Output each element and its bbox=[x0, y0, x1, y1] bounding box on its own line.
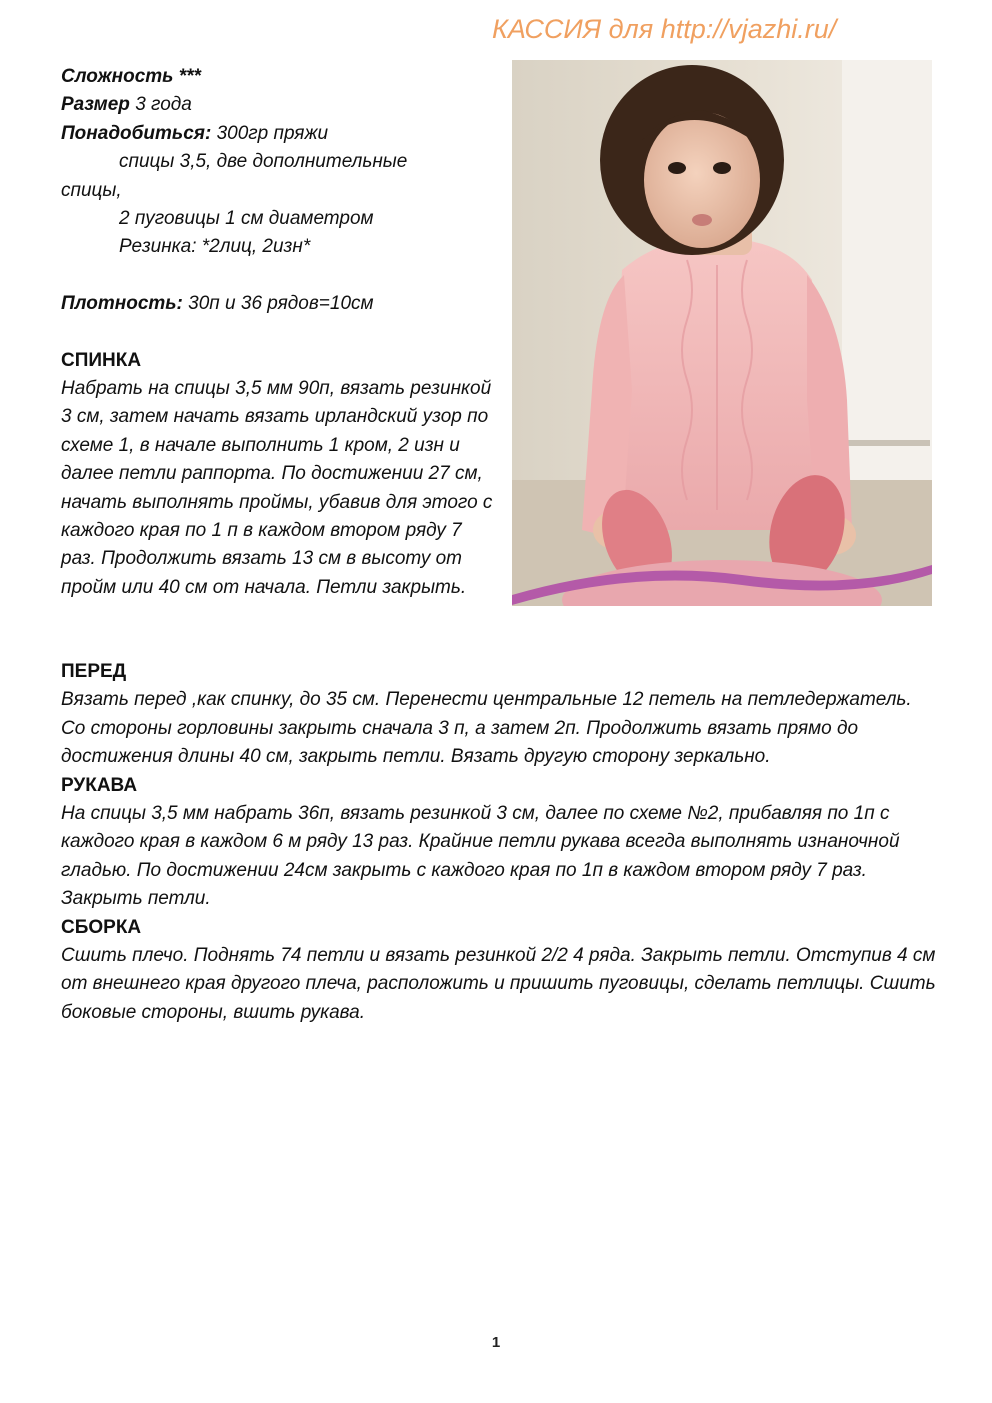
materials-value: 300гр пряжи bbox=[211, 122, 329, 144]
page-header-credit: КАССИЯ для http://vjazhi.ru/ bbox=[492, 14, 837, 44]
instructions-fullwidth bbox=[61, 658, 941, 1027]
size-line bbox=[61, 91, 501, 119]
assembly-section-text: Сшить плечо. Поднять 74 петли и вязать резинкой 2/2 4 ряда. Закрыть петли. Отступив 4 см от внешнего края другого плеча, расположить и пришить пуговицы, сделать петлицы. Сшить боковые стороны, вшить рукава. bbox=[61, 945, 936, 1023]
rib-line: Резинка: *2лиц, 2изн* bbox=[119, 236, 311, 258]
size-value: 3 года bbox=[129, 94, 192, 116]
materials-label: Понадобиться: bbox=[61, 122, 212, 144]
page-number: 1 bbox=[491, 1334, 501, 1351]
front-section-text: Вязать перед ,как спинку, до 35 см. Перенести центральные 12 петель на петледержатель. Со стороны горловины закрыть сначала 3 п, а затем 2п. Продолжить вязать прямо до достижения длины 40 см, закрыть петли. Вязать другую сторону зеркально. bbox=[61, 689, 912, 768]
size-label: Размер bbox=[61, 94, 130, 116]
buttons-line: 2 пуговицы 1 см диаметром bbox=[119, 208, 374, 230]
materials-and-back-column bbox=[61, 63, 501, 602]
front-section-title: ПЕРЕД bbox=[61, 661, 127, 682]
gauge-value: 30п и 36 рядов=10см bbox=[182, 293, 374, 315]
back-section-title: СПИНКА bbox=[61, 349, 142, 371]
back-section-text: Набрать на спицы 3,5 мм 90п, вязать резинкой 3 см, затем начать вязать ирландский узор по схеме 1, в начале выполнить 1 кром, 2 изн и далее петли раппорта. По достижении 27 см, начать выполнять проймы, убавив для этого с каждого края по 1 п в каждом втором ряду 7 раз. Продолжить вязать 13 см в высоту от пройм или 40 см от начала. Петли закрыть. bbox=[61, 378, 493, 598]
needles-line-cont: спицы, bbox=[61, 179, 122, 201]
gauge-label: Плотность: bbox=[61, 293, 183, 315]
child-in-sweater-photo bbox=[512, 60, 932, 606]
assembly-section-title: СБОРКА bbox=[61, 916, 142, 938]
needles-line: спицы 3,5, две дополнительные bbox=[119, 151, 408, 173]
difficulty-line: Сложность *** bbox=[61, 66, 201, 87]
sleeves-section-title: РУКАВА bbox=[61, 774, 138, 796]
materials-line bbox=[61, 120, 501, 148]
gauge-line bbox=[61, 290, 501, 318]
sleeves-section-text: На спицы 3,5 мм набрать 36п, вязать резинкой 3 см, далее по схеме №2, прибавляя по 1п с каждого края в каждом 6 м ряду 13 раз. Крайние петли рукава всегда выполнять изнаночной гладью. По достижении 24см закрыть с каждого края по 1п в каждом втором ряду 7 раз. Закрыть петли. bbox=[61, 803, 900, 910]
